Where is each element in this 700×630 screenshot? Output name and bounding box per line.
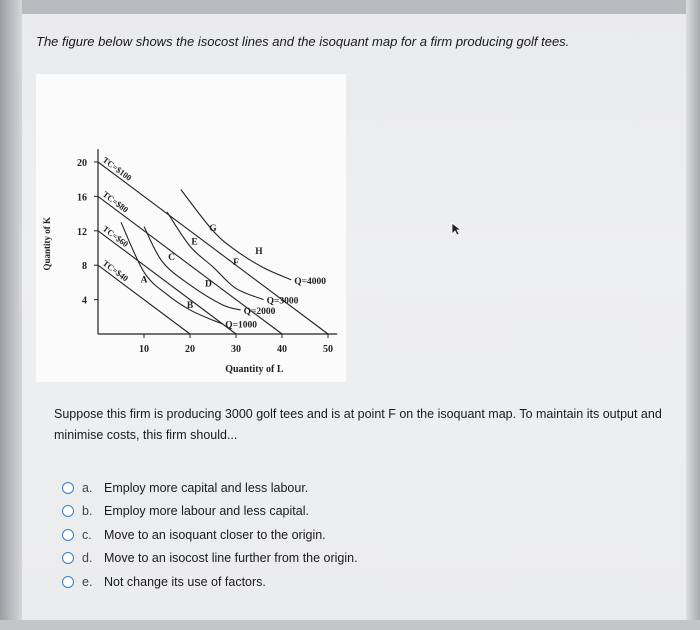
option-letter: b. bbox=[82, 504, 93, 519]
point-label-b: B bbox=[186, 301, 194, 312]
option-letter: e. bbox=[82, 574, 93, 589]
radio-option-c[interactable] bbox=[62, 529, 74, 541]
option-text: Move to an isoquant closer to the origin. bbox=[104, 527, 326, 542]
radio-option-b[interactable] bbox=[62, 505, 74, 517]
y-tick-label: 4 bbox=[82, 295, 87, 307]
point-label-e: E bbox=[191, 237, 198, 248]
x-tick-label: 20 bbox=[185, 344, 195, 355]
point-label-h: H bbox=[255, 247, 263, 258]
point-label-d: D bbox=[204, 279, 212, 290]
isocost-label: TC=$60 bbox=[100, 223, 131, 250]
x-tick-label: 50 bbox=[323, 344, 333, 355]
isoquant-label: Q=1000 bbox=[225, 320, 258, 331]
radio-option-d[interactable] bbox=[62, 552, 74, 564]
point-label-a: A bbox=[140, 275, 148, 286]
radio-option-a[interactable] bbox=[62, 482, 74, 494]
y-tick-label: 16 bbox=[77, 192, 87, 204]
option-letter: c. bbox=[82, 527, 92, 542]
option-c[interactable] bbox=[62, 523, 622, 547]
isocost-isoquant-figure bbox=[36, 74, 346, 382]
isocost-line bbox=[98, 231, 236, 334]
x-tick-label: 30 bbox=[231, 344, 241, 355]
chart-svg bbox=[36, 74, 346, 382]
option-text: Move to an isocost line further from the origin. bbox=[104, 551, 358, 566]
isocost-label: TC=$100 bbox=[100, 154, 134, 183]
option-b[interactable] bbox=[62, 500, 622, 524]
mouse-pointer-icon bbox=[451, 222, 463, 236]
y-tick-label: 12 bbox=[77, 226, 87, 238]
option-text: Employ more capital and less labour. bbox=[104, 480, 309, 495]
question-text: Suppose this firm is producing 3000 golf tees and is at point F on the isoquant map. To maintain its output and minimise costs, this firm should... bbox=[54, 407, 662, 442]
option-e[interactable] bbox=[62, 570, 622, 594]
x-tick-label: 40 bbox=[277, 344, 287, 355]
isoquant-curve bbox=[121, 222, 222, 323]
option-d[interactable] bbox=[62, 547, 622, 571]
monitor-bezel-left bbox=[0, 0, 22, 630]
option-a[interactable] bbox=[62, 476, 622, 500]
point-label-c: C bbox=[168, 253, 176, 264]
answer-options bbox=[62, 476, 622, 594]
isocost-label: TC=$40 bbox=[100, 257, 131, 284]
y-axis-label: Quantity of K bbox=[42, 216, 52, 271]
point-label-g: G bbox=[209, 223, 217, 234]
point-label-f: F bbox=[233, 258, 239, 269]
x-axis-label: Quantity of L bbox=[225, 364, 284, 375]
intro-text: The figure below shows the isocost lines and the isoquant map for a firm producing golf tees. bbox=[36, 34, 570, 49]
x-tick-label: 10 bbox=[139, 344, 149, 355]
radio-option-e[interactable] bbox=[62, 576, 74, 588]
monitor-bezel-top bbox=[0, 0, 700, 14]
isoquant-label: Q=4000 bbox=[294, 276, 327, 287]
y-tick-label: 20 bbox=[77, 158, 87, 169]
option-letter: d. bbox=[82, 551, 93, 566]
monitor-bezel-bottom bbox=[0, 620, 700, 630]
isoquant-label: Q=2000 bbox=[243, 306, 276, 317]
y-tick-label: 8 bbox=[82, 261, 87, 273]
monitor-bezel-right bbox=[686, 0, 700, 630]
option-text: Not change its use of factors. bbox=[104, 574, 266, 589]
option-letter: a. bbox=[82, 480, 93, 495]
option-text: Employ more labour and less capital. bbox=[104, 504, 309, 519]
isocost-label: TC=$80 bbox=[100, 188, 131, 215]
isoquant-label: Q=3000 bbox=[266, 296, 299, 307]
